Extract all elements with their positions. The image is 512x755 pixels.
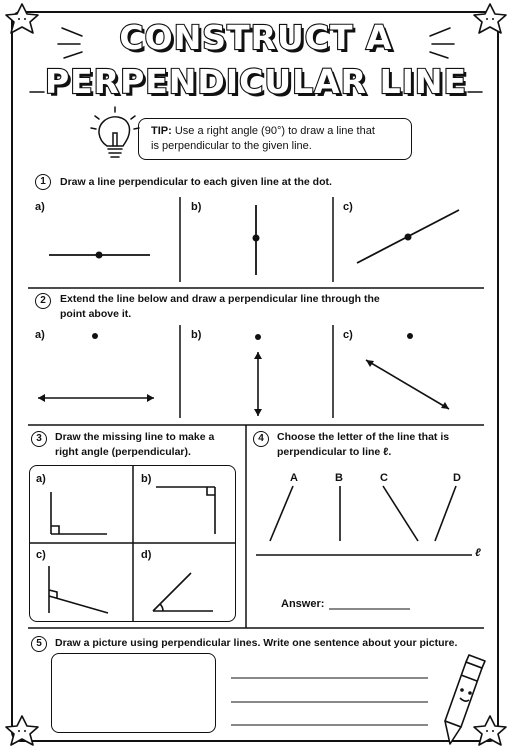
tip-box [138, 118, 412, 160]
s2-label-c: c) [343, 329, 353, 341]
s3-label-a: a) [36, 473, 46, 485]
section-3-grid [29, 465, 236, 622]
section-5-number: 5 [31, 636, 47, 652]
title-line-2: PERPENDICULAR LINE [44, 62, 468, 101]
s2-label-a: a) [35, 329, 45, 341]
section-2-instruction-2: point above it. [60, 308, 132, 320]
s2-label-b: b) [191, 329, 202, 341]
section-4-instruction-2: perpendicular to line ℓ. [277, 446, 392, 458]
drawing-area[interactable] [51, 653, 216, 733]
star-icon [474, 716, 506, 745]
s4-line-label-a: A [290, 472, 298, 484]
section-5-instruction: Draw a picture using perpendicular lines. Write one sentence about your picture. [55, 637, 458, 649]
s1-label-b: b) [191, 201, 202, 213]
tip-label: TIP: [151, 125, 172, 137]
s3-label-b: b) [141, 473, 152, 485]
s1-label-c: c) [343, 201, 353, 213]
section-1-number: 1 [35, 174, 51, 190]
tip-text-2: is perpendicular to the given line. [151, 140, 312, 152]
s1-label-a: a) [35, 201, 45, 213]
s4-line-ell-label: ℓ [475, 547, 481, 559]
section-3-number: 3 [31, 431, 47, 447]
s4-line-label-b: B [335, 472, 343, 484]
s4-line-label-d: D [453, 472, 461, 484]
section-2-number: 2 [35, 293, 51, 309]
s3-label-d: d) [141, 549, 152, 561]
s2-figure-b [254, 334, 262, 416]
title-line-1: CONSTRUCT A [119, 18, 393, 57]
star-icon [6, 716, 38, 745]
section-1-instruction: Draw a line perpendicular to each given line at the dot. [60, 176, 332, 188]
s3-label-c: c) [36, 549, 46, 561]
s2-figure-a [38, 333, 154, 402]
lightbulb-icon [91, 107, 139, 157]
section-4-instruction-1: Choose the letter of the line that is [277, 431, 450, 443]
s4-figure [256, 486, 472, 555]
s2-figure-c [366, 333, 449, 409]
section-2-instruction-1: Extend the line below and draw a perpendicular line through the [60, 293, 380, 305]
section-3-instruction-2: right angle (perpendicular). [55, 446, 191, 458]
section-4-number: 4 [253, 431, 269, 447]
s4-answer-label: Answer: [281, 598, 325, 610]
section-3-instruction-1: Draw the missing line to make a [55, 431, 215, 443]
s4-line-label-c: C [380, 472, 388, 484]
tip-text-1: Use a right angle (90°) to draw a line that [174, 125, 375, 137]
